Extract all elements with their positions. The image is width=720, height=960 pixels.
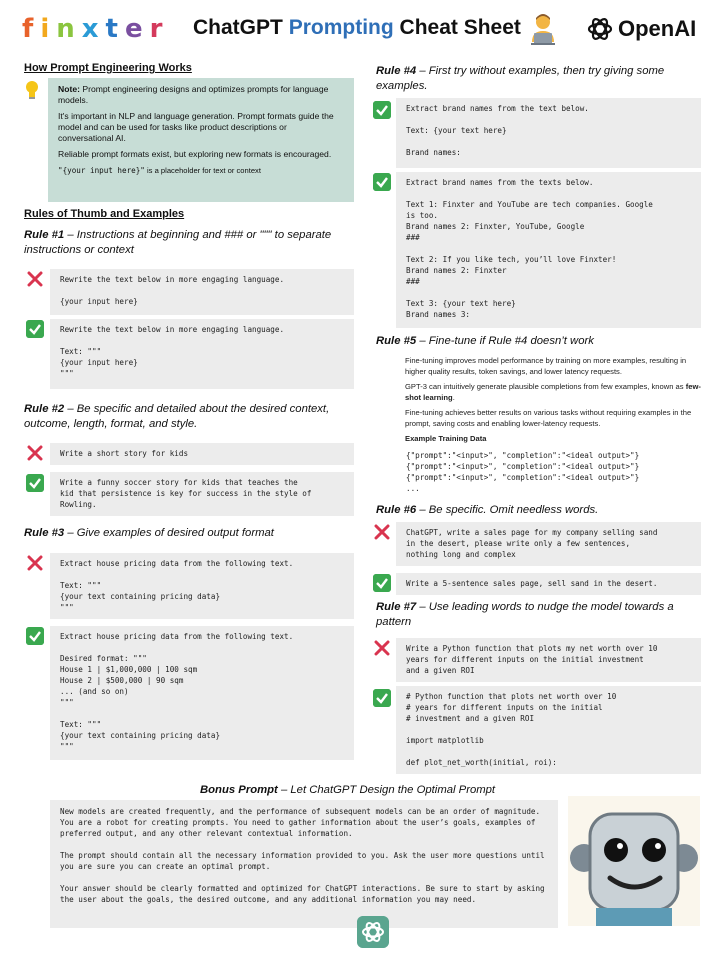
openai-brand xyxy=(585,14,696,44)
intro-p3: Reliable prompt formats exist, but exploring new formats is encouraged. xyxy=(58,149,332,159)
lightbulb-icon xyxy=(24,80,40,100)
rule-5-p2-pre: GPT-3 can intuitively generate plausible completions from few examples, known as xyxy=(405,382,686,391)
intro-p1-text: Prompt engineering designs and optimizes prompts for language models. xyxy=(58,84,329,105)
intro-p1 xyxy=(58,84,344,106)
rule-5-p2-bold: few-shot learning xyxy=(405,382,701,402)
cross-icon xyxy=(374,524,390,540)
rule-6-heading xyxy=(376,503,696,518)
robot-illustration xyxy=(568,796,700,926)
training-data-code: {"prompt":"<input>", "completion":"<ideal output>"} {"prompt":"<input>", "completion":"<ideal output>"} {"prompt":"<input>", "completion":"<ideal output>"} ... xyxy=(406,451,640,493)
rule-5-label: Rule #5 xyxy=(376,335,417,347)
rule-7-good-example: # Python function that plots net worth over 10 # years for different inputs on the initial # investment and a given ROI import matplotlib def plot_net_worth(initial, roi): xyxy=(396,686,701,774)
check-icon xyxy=(373,101,391,119)
placeholder-code: "{your input here}" xyxy=(58,166,145,175)
training-data-label: Example Training Data xyxy=(405,434,487,443)
check-icon xyxy=(373,689,391,707)
bonus-p3: Your answer should be clearly formatted and optimized for ChatGPT interactions. Be sure to start by asking the user about the goals, the desired outcome, and any additional information you may need. xyxy=(60,884,545,904)
rule-3-heading xyxy=(24,526,344,541)
cross-icon xyxy=(27,445,43,461)
rule-6-bad-example: ChatGPT, write a sales page for my company selling sand in the desert, please write only a few sentences, nothing long and complex xyxy=(396,522,701,566)
logo-letter: t xyxy=(105,14,125,44)
rule-4-label: Rule #4 xyxy=(376,65,417,77)
placeholder-text: is a placeholder for text or context xyxy=(147,166,261,175)
title-part: ChatGPT xyxy=(193,16,283,39)
check-icon xyxy=(26,320,44,338)
rule-1-label: Rule #1 xyxy=(24,229,65,241)
rule-6-good-example: Write a 5-sentence sales page, sell sand in the desert. xyxy=(396,573,701,595)
rule-3-text: – Give examples of desired output format xyxy=(64,527,274,539)
rule-4-heading xyxy=(376,64,676,94)
bonus-label: Bonus Prompt xyxy=(200,784,278,796)
title-part: Cheat Sheet xyxy=(399,16,521,39)
check-icon xyxy=(373,173,391,191)
rule-6-label: Rule #6 xyxy=(376,504,417,516)
check-icon xyxy=(373,574,391,592)
rule-7-bad-example: Write a Python function that plots my net worth over 10 years for different inputs on the initial investment and a given ROI xyxy=(396,638,701,682)
coder-avatar-icon xyxy=(526,12,560,46)
rule-5-heading xyxy=(376,334,696,349)
check-icon xyxy=(26,474,44,492)
rule-2-label: Rule #2 xyxy=(24,403,65,415)
rule-3-label: Rule #3 xyxy=(24,527,65,539)
rule-7-heading xyxy=(376,600,676,630)
intro-p2: It's important in NLP and language generation. Prompt formats guide the model and can be used for tasks like product descriptions or conversational AI. xyxy=(58,111,334,143)
bonus-heading xyxy=(200,783,560,798)
bonus-prompt-box xyxy=(50,800,558,928)
rule-2-text: – Be specific and detailed about the desired context, outcome, length, format, and style. xyxy=(24,403,330,430)
bonus-p2: The prompt should contain all the necessary information provided to you. Ask the user more questions until you are sure you can create an optimal prompt. xyxy=(60,851,545,871)
rule-5-p2-post: . xyxy=(452,392,455,402)
title-accent: Prompting xyxy=(288,16,394,39)
openai-logo-icon xyxy=(585,14,615,44)
cross-icon xyxy=(27,555,43,571)
rule-7-text: – Use leading words to nudge the model towards a pattern xyxy=(376,601,674,628)
section-heading-how: How Prompt Engineering Works xyxy=(24,62,192,74)
rule-4-zero-shot-example: Extract brand names from the text below. Text: {your text here} Brand names: xyxy=(396,98,701,168)
rule-5-text: – Fine-tune if Rule #4 doesn’t work xyxy=(416,335,594,347)
rule-1-bad-example: Rewrite the text below in more engaging language. {your input here} xyxy=(50,269,354,315)
page-title xyxy=(193,16,521,40)
section-heading-rules: Rules of Thumb and Examples xyxy=(24,208,185,220)
logo-letter: f xyxy=(22,14,41,44)
rule-3-good-example: Extract house pricing data from the following text. Desired format: """ House 1 | $1,000,000 | 100 sqm House 2 | $500,000 | 90 sqm ... (and so on) """ Text: """ {your text containing pricing data} """ xyxy=(50,626,354,760)
rule-2-heading xyxy=(24,402,344,432)
intro-p4 xyxy=(58,165,344,176)
logo-letter: n xyxy=(56,14,82,44)
rule-5-p3: Fine-tuning achieves better results on various tasks without requiring examples in the prompt, saving costs and enabling lower-latency requests. xyxy=(405,408,692,428)
rule-5-p1: Fine-tuning improves model performance by training on more examples, resulting in higher quality results, token savings, and lower latency requests. xyxy=(405,356,687,376)
rule-1-good-example: Rewrite the text below in more engaging language. Text: """ {your input here} """ xyxy=(50,319,354,389)
cross-icon xyxy=(374,640,390,656)
rule-4-text: – First try without examples, then try giving some examples. xyxy=(376,65,665,92)
chatgpt-logo-icon xyxy=(357,916,389,948)
note-label: Note: xyxy=(58,84,80,94)
rule-1-heading xyxy=(24,228,344,258)
bonus-p1: New models are created frequently, and the performance of subsequent models can be an order of magnitude. You are a robot for creating prompts. You need to gather information about the user’s goals, examples of preferred output, and any other relevant contextual information. xyxy=(60,807,541,838)
rule-6-text: – Be specific. Omit needless words. xyxy=(416,504,599,516)
logo-letter: r xyxy=(149,14,170,44)
cross-icon xyxy=(27,271,43,287)
rule-4-few-shot-example: Extract brand names from the texts below. Text 1: Finxter and YouTube are tech companies. Google is too. Brand names 2: Finxter, YouTube, Google ### Text 2: If you like tech, you’ll love Finxter! Brand names 2: Finxter ### Text 3: {your text here} Brand names 3: xyxy=(396,172,701,328)
finxter-logo xyxy=(22,14,169,44)
logo-letter: x xyxy=(81,14,106,44)
rule-2-good-example: Write a funny soccer story for kids that teaches the kid that persistence is key for success in the style of Rowling. xyxy=(50,472,354,516)
rule-2-bad-example: Write a short story for kids xyxy=(50,443,354,465)
logo-letter: i xyxy=(40,14,57,44)
rule-1-text: – Instructions at beginning and ### or """ to separate instructions or context xyxy=(24,229,332,256)
intro-note-box xyxy=(48,78,354,202)
check-icon xyxy=(26,627,44,645)
rule-7-label: Rule #7 xyxy=(376,601,417,613)
rule-5-p2 xyxy=(405,382,701,403)
bonus-text: – Let ChatGPT Design the Optimal Prompt xyxy=(277,784,496,796)
openai-label: OpenAI xyxy=(618,16,697,41)
rule-5-body xyxy=(405,356,701,446)
logo-letter: e xyxy=(124,14,150,44)
rule-3-bad-example: Extract house pricing data from the following text. Text: """ {your text containing pricing data} """ xyxy=(50,553,354,619)
